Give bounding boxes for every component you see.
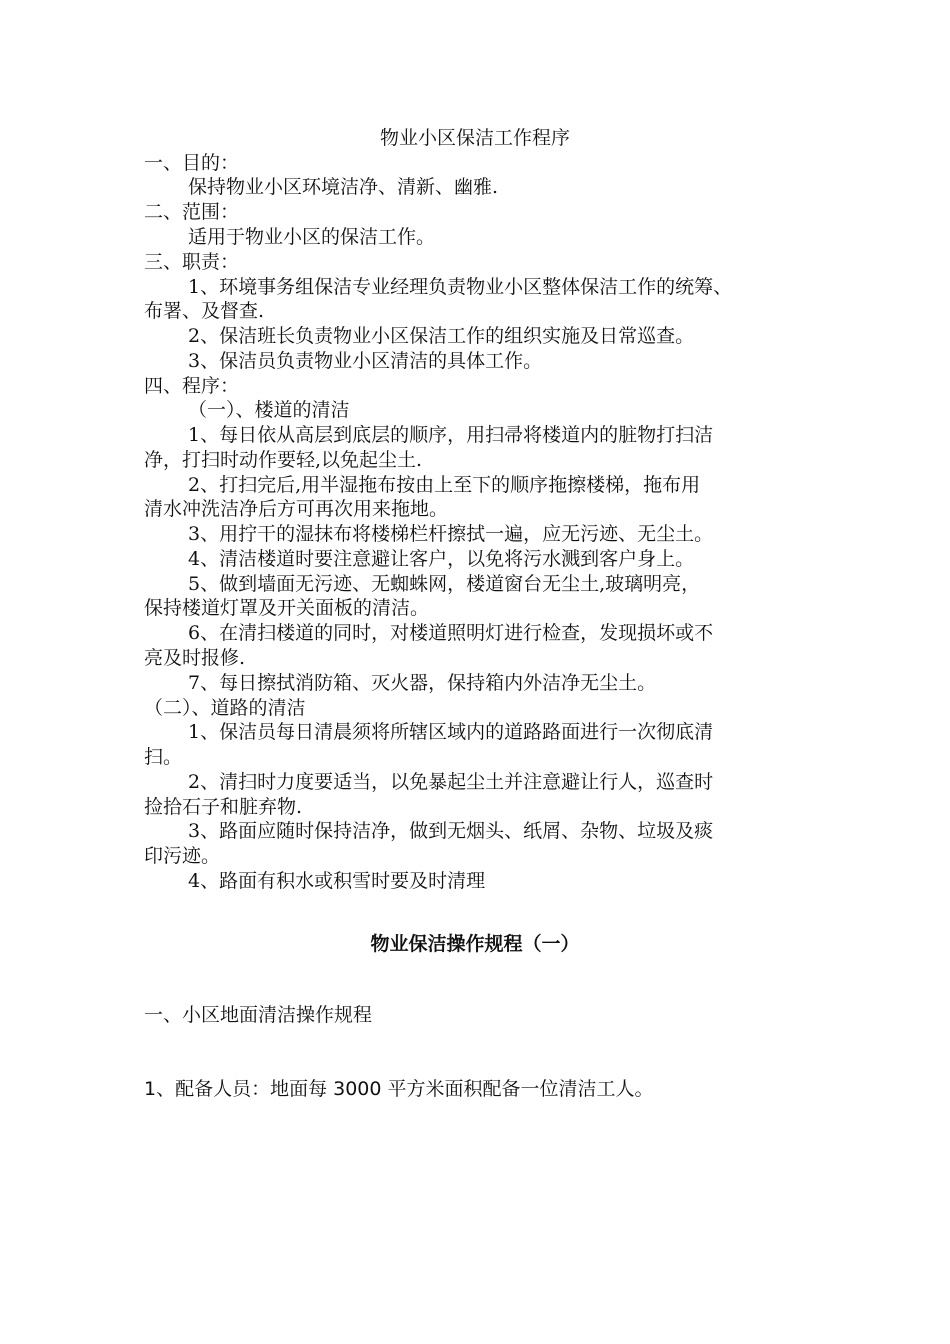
stairway-item-5: 5、做到墙面无污迹、无蜘蛛网，楼道窗台无尘土,玻璃明亮， bbox=[188, 573, 701, 595]
road-item-3-cont: 印污迹。 bbox=[144, 845, 221, 867]
staffing-item: 1、配备人员：地面每 3000 平方米面积配备一位清洁工人。 bbox=[144, 1078, 654, 1100]
purpose-text: 保持物业小区环境洁净、清新、幽雅. bbox=[188, 176, 499, 198]
stairway-item-1: 1、每日依从高层到底层的顺序，用扫帚将楼道内的脏物打扫洁 bbox=[188, 424, 714, 446]
second-title: 物业保洁操作规程（一） bbox=[370, 933, 580, 955]
road-item-3: 3、路面应随时保持洁净，做到无烟头、纸屑、杂物、垃圾及痰 bbox=[188, 820, 714, 842]
stairway-item-2-cont: 清水冲洗洁净后方可再次用来拖地。 bbox=[144, 498, 449, 520]
stairway-item-2: 2、打扫完后,用半湿拖布按由上至下的顺序拖擦楼梯，拖布用 bbox=[188, 474, 701, 496]
section-ground-cleaning: 一、小区地面清洁操作规程 bbox=[144, 1004, 373, 1026]
stairway-item-6: 6、在清扫楼道的同时，对楼道照明灯进行检查，发现损坏或不 bbox=[188, 622, 714, 644]
scope-text: 适用于物业小区的保洁工作。 bbox=[188, 226, 436, 248]
stairway-item-1-cont: 净，打扫时动作要轻,以免起尘土. bbox=[144, 449, 423, 471]
duty-item-1-cont: 布署、及督查. bbox=[144, 300, 265, 322]
road-item-4: 4、路面有积水或积雪时要及时清理 bbox=[188, 870, 486, 892]
section-heading-procedure: 四、程序： bbox=[144, 375, 240, 397]
stairway-item-4: 4、清洁楼道时要注意避让客户，以免将污水溅到客户身上。 bbox=[188, 548, 695, 570]
section-heading-purpose: 一、目的： bbox=[144, 152, 240, 174]
document-title: 物业小区保洁工作程序 bbox=[379, 127, 570, 149]
road-item-1: 1、保洁员每日清晨须将所辖区域内的道路路面进行一次彻底清 bbox=[188, 721, 714, 743]
stairway-item-6-cont: 亮及时报修. bbox=[144, 647, 246, 669]
subsection-road: （二）、道路的清洁 bbox=[144, 697, 306, 719]
subsection-stairway: （一）、楼道的清洁 bbox=[188, 399, 350, 421]
section-heading-duties: 三、职责： bbox=[144, 251, 240, 273]
stairway-item-7: 7、每日擦拭消防箱、灭火器，保持箱内外洁净无尘土。 bbox=[188, 672, 657, 694]
section-heading-scope: 二、范围： bbox=[144, 201, 240, 223]
stairway-item-5-cont: 保持楼道灯罩及开关面板的清洁。 bbox=[144, 597, 430, 619]
duty-item-3: 3、保洁员负责物业小区清洁的具体工作。 bbox=[188, 350, 543, 372]
duty-item-1: 1、环境事务组保洁专业经理负责物业小区整体保洁工作的统筹、 bbox=[188, 276, 733, 298]
road-item-2: 2、清扫时力度要适当，以免暴起尘土并注意避让行人，巡查时 bbox=[188, 771, 714, 793]
stairway-item-3: 3、用拧干的湿抹布将楼梯栏杆擦拭一遍，应无污迹、无尘土。 bbox=[188, 523, 714, 545]
road-item-2-cont: 捡拾石子和脏弃物. bbox=[144, 796, 303, 818]
duty-item-2: 2、保洁班长负责物业小区保洁工作的组织实施及日常巡查。 bbox=[188, 325, 695, 347]
road-item-1-cont: 扫。 bbox=[144, 746, 183, 768]
